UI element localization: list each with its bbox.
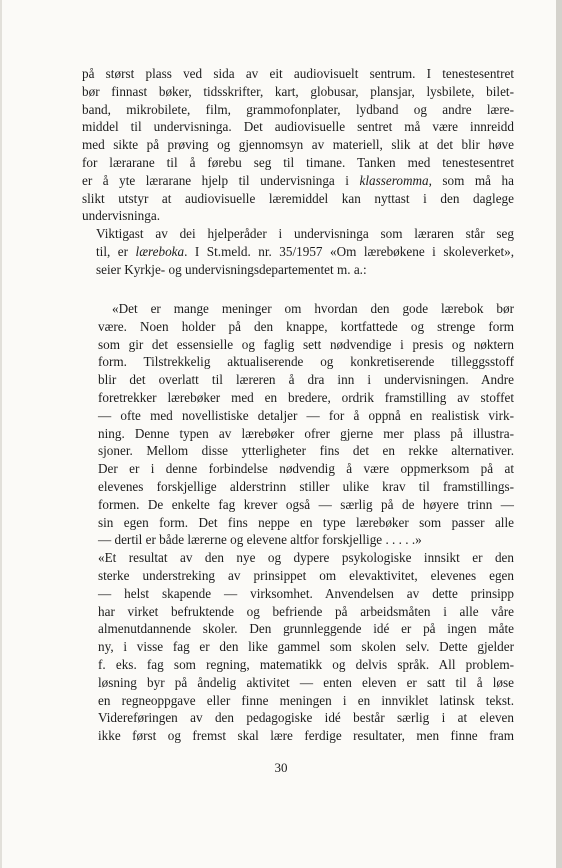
text-line: — helst skapende — virksomhet. Anvendelsen av dette prinsipp — [98, 585, 514, 601]
text-line: slikt utstyr at audiovisuelle læremiddel kan nyttast i den daglege — [82, 190, 514, 206]
page-left-edge — [0, 0, 2, 868]
text-line: f. eks. fag som regning, matematikk og delvis språk. All problem- — [98, 656, 514, 672]
paragraph-textbook — [82, 225, 514, 278]
text-segment: , som må ha — [428, 172, 515, 188]
text-line: — ofte med novellistiske detaljer — for å oppnå en realistisk virk- — [98, 407, 514, 423]
text-line: løsning byr på åndelig aktivitet — enten eleven er satt til å løse — [98, 674, 514, 690]
text-line: en regneoppgave eller finne meningen i en innviklet latinsk tekst. — [98, 692, 514, 708]
italic-term: læreboka — [135, 243, 185, 259]
quote-paragraph-1 — [98, 300, 514, 549]
text-segment: er å yte lærarane hjelp til undervisninga i — [82, 172, 360, 188]
text-segment: . I St.meld. nr. 35/1957 «Om lærebøkene i skoleverket», — [184, 243, 514, 259]
text-line: band, mikrobilete, film, grammofonplater, lydband og andre lære- — [82, 101, 514, 117]
paragraph-audiovisual-center — [82, 65, 514, 225]
text-line: Videreføringen av den pedagogiske idé består særlig i at eleven — [98, 710, 514, 726]
text-line: middel til undervisninga. Det audiovisuelle sentret må være innreidd — [82, 119, 514, 135]
text-line: Der er i denne forbindelse nødvendig å være oppmerksom på at — [98, 461, 514, 477]
text-line: form. Tilstrekkelig aktualiserende og konkretiserende tilleggsstoff — [98, 354, 514, 370]
text-line: være. Noen holder på den knappe, kortfattede og strenge form — [98, 318, 514, 334]
text-line: elevenes forskjellige alderstrinn stiller ulike krav til framstillings- — [98, 478, 514, 494]
text-line: — dertil er både lærerne og elevene altfor forskjellige . . . . .» — [98, 532, 422, 548]
text-line: «Et resultat av den nye og dypere psykologiske innsikt er den — [98, 550, 514, 566]
text-line: sin egen form. Det fins neppe en type lærebøker som passer alle — [98, 514, 514, 530]
text-line: blir det overlatt til læreren å dra inn i undervisningen. Andre — [98, 372, 514, 388]
text-line: Viktigast av dei hjelperåder i undervisninga som læraren står seg — [96, 226, 514, 242]
text-line: undervisninga. — [82, 208, 161, 224]
text-line: for lærarane til å førebu seg til timane. Tanken med tenestesentret — [82, 154, 514, 170]
text-line: sterke understreking av prinsippet om elevaktivitet, elevenes egen — [98, 567, 514, 583]
body-text — [82, 65, 514, 279]
text-line: bør finnast bøker, tidsskrifter, kart, globusar, plansjar, lysbilete, bilet- — [82, 83, 514, 99]
text-line: ikke først og fremst skal lære ferdige resultater, men finne fram — [98, 728, 514, 744]
quote-paragraph-2 — [98, 549, 514, 745]
italic-term: klasseromma — [359, 172, 429, 188]
text-line: med sikte på prøving og gjennomsyn av materiell, slik at det blir høve — [82, 137, 514, 153]
text-line: «Det er mange meninger om hvordan den gode lærebok bør — [112, 301, 514, 316]
page-right-edge — [556, 0, 562, 868]
block-quote — [98, 300, 514, 745]
text-line: seier Kyrkje- og undervisningsdepartementet m. a.: — [96, 261, 367, 277]
text-line — [82, 243, 514, 261]
text-line: almenutdannende skoler. Den grunnleggende idé er på ingen måte — [98, 621, 514, 637]
page-number: 30 — [274, 760, 288, 775]
text-line: har virket befruktende og befriende på arbeidsmåten i alle våre — [98, 603, 514, 619]
text-segment: til, er — [96, 243, 136, 259]
text-line: som gir det essensielle og faglig sett nødvendige i presis og nøktern — [98, 336, 514, 352]
text-line: foretrekker lærebøker med en bredere, ordrik framstilling av stoffet — [98, 389, 514, 405]
text-line: på størst plass ved sida av eit audiovisuelt sentrum. I tenestesentret — [82, 66, 514, 81]
text-line: ning. Denne typen av lærebøker ofrer gjerne mer plass på illustra- — [98, 425, 514, 441]
text-line — [82, 172, 514, 190]
text-line: ny, i visse fag er den like gammel som skolen selv. Dette gjelder — [98, 639, 514, 655]
text-line: formen. De enkelte fag krever også — særlig på de høyere trinn — — [98, 496, 514, 512]
text-line: sjoner. Mellom disse ytterligheter fins det en rekke alternativer. — [98, 443, 514, 459]
